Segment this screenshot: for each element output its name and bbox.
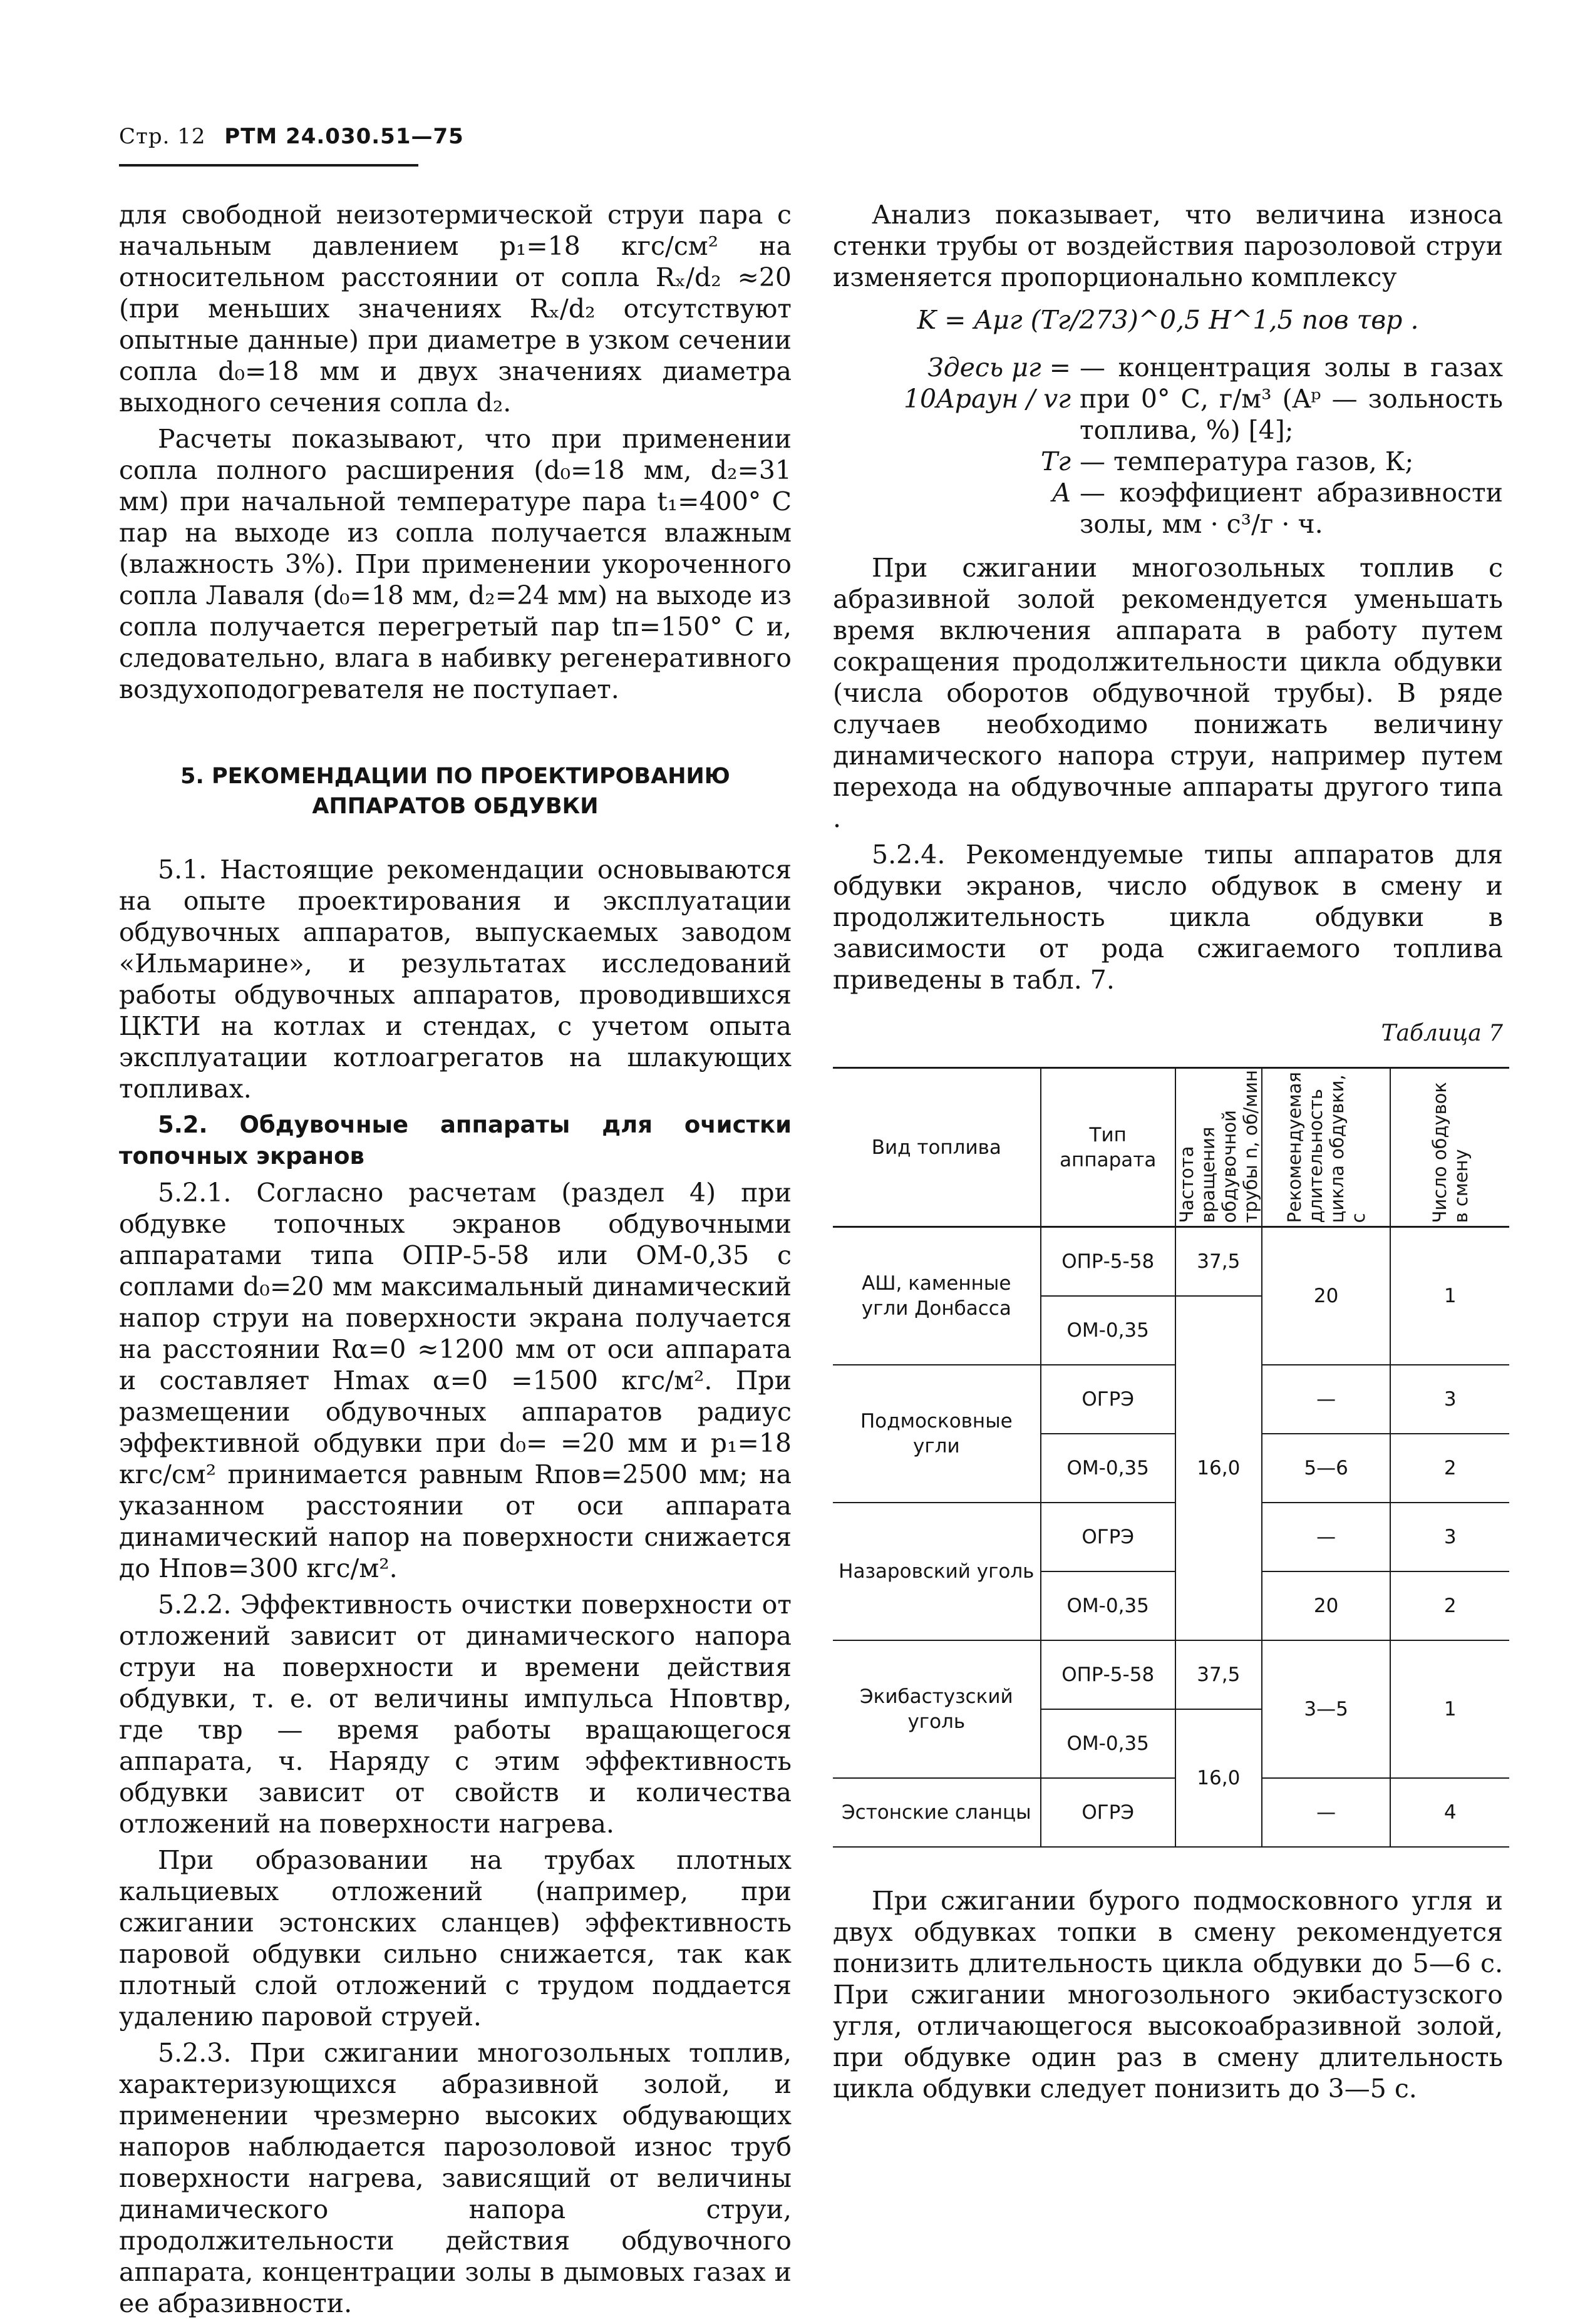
cell-type: ОГРЭ [1041, 1365, 1175, 1434]
cell-type: ОМ-0,35 [1041, 1709, 1175, 1778]
table-row [833, 1503, 1509, 1571]
cell-fuel: Эстонские сланцы [833, 1778, 1041, 1847]
left-paragraph-1: для свободной неизотермической струи пара с начальным давлением p₁=18 кгс/см² на относительном расстоянии от сопла Rₓ/d₂ ≈20 (при меньших значениях Rₓ/d₂ отсутствуют опытные данные) при диаметре в узком сечении сопла d₀=18 мм и двух значениях диаметра выходного сечения сопла d₂. [119, 200, 792, 418]
cell-type: ОМ-0,35 [1041, 1296, 1175, 1365]
cell-frequency: 37,5 [1175, 1227, 1262, 1297]
cell-duration: — [1262, 1503, 1391, 1571]
header-duration [1262, 1068, 1391, 1227]
right-paragraph-2: При сжигании многозольных топлив с абразивной золой рекомендуется уменьшать время включения аппарата в работу путем сокращения продолжительности цикла обдувки (числа оборотов обдувочной трубы). В ряде случаев необходимо понижать величину динамического напора струи, например путем перехода на обдувочные аппараты другого типа . [833, 553, 1503, 833]
cell-count: 1 [1390, 1227, 1509, 1365]
document-code: РТМ 24.030.51—75 [224, 124, 464, 149]
cell-frequency: 37,5 [1175, 1640, 1262, 1709]
cell-count: 4 [1390, 1778, 1509, 1847]
cell-duration: 5—6 [1262, 1434, 1391, 1503]
cell-type: ОГРЭ [1041, 1503, 1175, 1571]
right-paragraph-4: При сжигании бурого подмосковного угля и двух обдувках топки в смену рекомендуется понизить длительность цикла обдувки до 5—6 с. При сжигании многозольного экибастузского угля, отличающегося высокоабразивной золой, при обдувке один раз в смену длительность цикла обдувки следует понизить до 3—5 с. [833, 1886, 1503, 2104]
right-column [833, 199, 1503, 2109]
table-row [833, 1778, 1509, 1847]
cell-type: ОГРЭ [1041, 1778, 1175, 1847]
header-rule [119, 164, 418, 167]
header-count-text: Число обдувок в смену [1428, 1082, 1472, 1223]
left-paragraph-4: 5.2.1. Согласно расчетам (раздел 4) при обдувке топочных экранов обдувочными аппаратами типа ОПР-5-58 или ОМ-0,35 с соплами d₀=20 мм максимальный динамический напор струи на поверхности экрана получается на расстоянии Rα=0 ≈1200 мм от оси аппарата и составляет Hmax α=0 =1500 кгс/м². При размещении обдувочных аппаратов радиус эффективной обдувки при d₀= =20 мм и p₁=18 кгс/см² принимается равным Rпов=2500 мм; на указанном расстоянии от оси аппарата динамический напор на поверхности снижается до Hпов=300 кгс/м². [119, 1178, 792, 1583]
definition-text: — коэффициент абразивности золы, мм · с³/г · ч. [1080, 478, 1503, 539]
table-row [833, 1365, 1509, 1434]
cell-fuel: Подмосковные угли [833, 1365, 1041, 1503]
cell-duration: 20 [1262, 1227, 1391, 1365]
header-frequency [1175, 1068, 1262, 1227]
table-row [833, 1227, 1509, 1297]
definition-row [833, 477, 1503, 540]
formula-definitions [833, 352, 1503, 540]
left-paragraph-6: При образовании на трубах плотных кальциевых отложений (например, при сжигании эстонских сланцев) эффективность паровой обдувки сильно снижается, так как плотный слой отложений с трудом поддается удалению паровой струей. [119, 1845, 792, 2032]
cell-fuel: Экибастузский уголь [833, 1640, 1041, 1778]
table-row [833, 1640, 1509, 1709]
cell-count: 3 [1390, 1503, 1509, 1571]
header-type: Тип аппарата [1041, 1068, 1175, 1227]
cell-count: 3 [1390, 1365, 1509, 1434]
header-duration-text: Рекомендуемая длительность цикла обдувки, с [1283, 1072, 1369, 1223]
definition-symbol: Здесь μг = 10Apaун / vг [903, 352, 1071, 414]
left-paragraph-7: 5.2.3. При сжигании многозольных топлив, характеризующихся абразивной золой, и применении чрезмерно высоких обдувающих напоров наблюдается парозоловой износ труб поверхности нагрева, зависящий от величины динамического напора струи, продолжительности действия обдувочного аппарата, концентрации золы в дымовых газах и ее абразивности. [119, 2038, 792, 2318]
definition-row [833, 446, 1503, 477]
table-caption: Таблица 7 [1381, 1021, 1503, 1046]
cell-fuel: Назаровский уголь [833, 1503, 1041, 1640]
header-frequency-text: Частота вращения обдувочной трубы n, об/мин [1175, 1070, 1261, 1223]
table-header-row [833, 1068, 1509, 1227]
right-paragraph-3: 5.2.4. Рекомендуемые типы аппаратов для обдувки экранов, число обдувок в смену и продолжительность цикла обдувки в зависимости от рода сжигаемого топлива приведены в табл. 7. [833, 840, 1503, 995]
cell-duration: 3—5 [1262, 1640, 1391, 1778]
cell-duration: 20 [1262, 1571, 1391, 1640]
section-heading: 5. РЕКОМЕНДАЦИИ ПО ПРОЕКТИРОВАНИЮ АППАРАТОВ ОБДУВКИ [180, 764, 730, 819]
cell-frequency: 16,0 [1175, 1709, 1262, 1847]
definition-symbol: Tг [1040, 446, 1071, 476]
subsection-heading: 5.2. Обдувочные аппараты для очистки топочных экранов [119, 1111, 792, 1170]
header-count [1390, 1068, 1509, 1227]
cell-fuel: АШ, каменные угли Донбасса [833, 1227, 1041, 1365]
wear-formula: K = Aμг (Tг/273)^0,5 H^1,5 пов τвр . [917, 305, 1419, 335]
definition-row [833, 352, 1503, 446]
cell-type: ОПР-5-58 [1041, 1227, 1175, 1297]
page-number: Стр. 12 [119, 124, 206, 149]
cell-duration: — [1262, 1365, 1391, 1434]
cell-frequency: 16,0 [1175, 1296, 1262, 1640]
cell-duration: — [1262, 1778, 1391, 1847]
cell-type: ОМ-0,35 [1041, 1434, 1175, 1503]
left-paragraph-5: 5.2.2. Эффективность очистки поверхности от отложений зависит от динамического напора струи на поверхности и времени действия обдувки, т. е. от величины импульса Hповτвр, где τвр — время работы вращающегося аппарата, ч. Наряду с этим эффективность обдувки зависит от свойств и количества отложений на поверхности нагрева. [119, 1590, 792, 1839]
cell-count: 2 [1390, 1434, 1509, 1503]
definition-symbol: A [1052, 478, 1071, 508]
header-fuel: Вид топлива [833, 1068, 1041, 1227]
cell-type: ОПР-5-58 [1041, 1640, 1175, 1709]
cell-type: ОМ-0,35 [1041, 1571, 1175, 1640]
cell-count: 1 [1390, 1640, 1509, 1778]
definition-text: — концентрация золы в газах при 0° С, г/м³ (Aᵖ — зольность топлива, %) [4]; [1080, 352, 1503, 445]
right-paragraph-1: Анализ показывает, что величина износа стенки трубы от воздействия парозоловой струи изменяется пропорционально комплексу [833, 200, 1503, 292]
left-paragraph-2: Расчеты показывают, что при применении сопла полного расширения (d₀=18 мм, d₂=31 мм) при начальной температуре пара t₁=400° С пар на выходе из сопла получается влажным (влажность 3%). При применении укороченного сопла Лаваля (d₀=18 мм, d₂=24 мм) на выходе из сопла получается перегретый пар tп=150° С и, следовательно, влага в набивку регенеративного воздухоподогревателя не поступает. [119, 424, 792, 704]
table-7 [833, 1067, 1509, 1848]
left-column [119, 199, 792, 2324]
cell-count: 2 [1390, 1571, 1509, 1640]
left-paragraph-3: 5.1. Настоящие рекомендации основываются на опыте проектирования и эксплуатации обдувочных аппаратов, выпускаемых заводом «Ильмарине», и результатах исследований работы обдувочных аппаратов, проводившихся ЦКТИ на котлах и стендах, с учетом опыта эксплуатации котлоагрегатов на шлакующих топливах. [119, 855, 792, 1104]
page-header [119, 124, 464, 149]
definition-text: — температура газов, К; [1080, 446, 1414, 476]
